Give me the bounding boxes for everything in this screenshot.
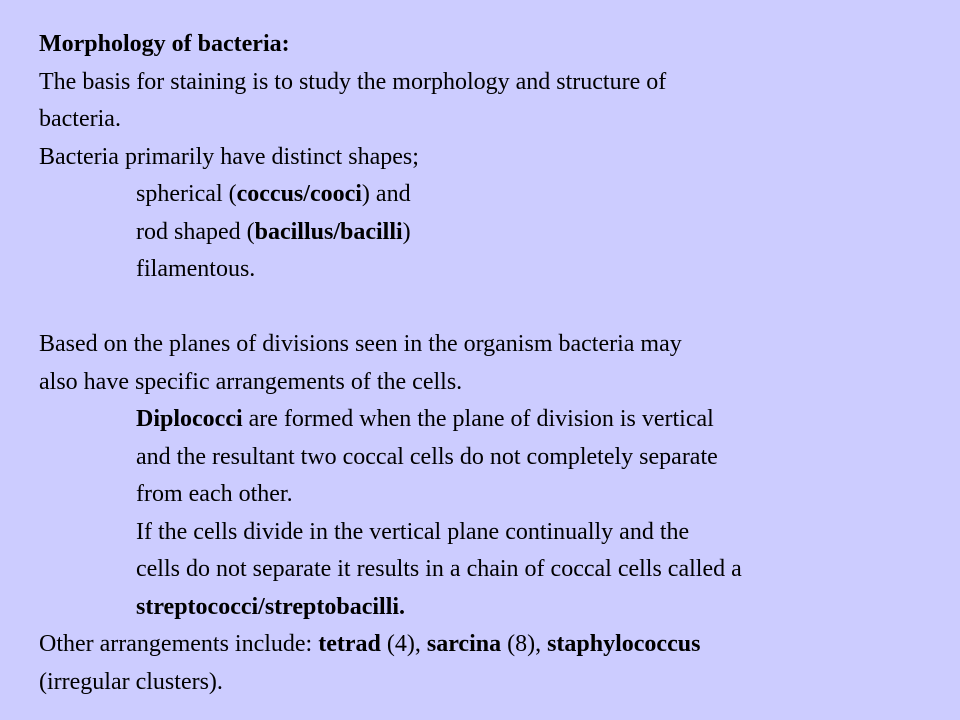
- chains-line-2: cells do not separate it results in a chain of coccal cells called a: [136, 556, 742, 582]
- intro-line-1: The basis for staining is to study the morphology and structure of: [39, 68, 667, 95]
- shape-prefix: spherical (: [136, 181, 237, 207]
- paragraph-gap: [39, 289, 948, 327]
- sarcina-term: sarcina: [426, 631, 502, 657]
- title-text: Morphology of bacteria:: [39, 31, 290, 57]
- chains-line-3: [39, 589, 948, 627]
- sarcina-count: (8),: [501, 631, 548, 657]
- diplococci-term: Diplococci: [136, 406, 243, 432]
- tetrad-term: tetrad: [318, 631, 381, 657]
- other-line-1: [39, 626, 948, 664]
- intro-line-3: Bacteria primarily have distinct shapes;: [39, 143, 419, 170]
- shape-suffix: ): [402, 218, 411, 245]
- intro-line-2: bacteria.: [39, 106, 121, 132]
- diplococci-line-1: [39, 401, 948, 439]
- other-prefix: Other arrangements include:: [39, 631, 319, 657]
- shape-term: bacillus/bacilli: [254, 218, 403, 245]
- diplococci-line-2: and the resultant two coccal cells do not completely separate: [136, 443, 718, 470]
- shape-item-rod: [39, 214, 948, 252]
- diplococci-line-3: from each other.: [136, 481, 293, 507]
- other-line-2: (irregular clusters).: [39, 668, 223, 695]
- shape-item-filamentous: [39, 251, 948, 289]
- staph-term: staphylococcus: [547, 631, 701, 657]
- diplococci-text: are formed when the plane of division is vertical: [242, 406, 714, 432]
- slide-title: [39, 26, 948, 64]
- divisions-line-1: Based on the planes of divisions seen in the organism bacteria may: [39, 331, 682, 357]
- tetrad-count: (4),: [380, 631, 427, 657]
- chains-line-1: If the cells divide in the vertical plane continually and the: [136, 518, 690, 545]
- shape-term: coccus/cooci: [236, 181, 362, 207]
- shape-item-spherical: [39, 176, 948, 214]
- shape-prefix: filamentous.: [136, 256, 256, 282]
- divisions-line-2: also have specific arrangements of the cells.: [39, 368, 463, 395]
- chains-term: streptococci/streptobacilli.: [136, 593, 406, 620]
- shape-prefix: rod shaped (: [136, 218, 255, 245]
- shape-suffix: ) and: [361, 181, 411, 207]
